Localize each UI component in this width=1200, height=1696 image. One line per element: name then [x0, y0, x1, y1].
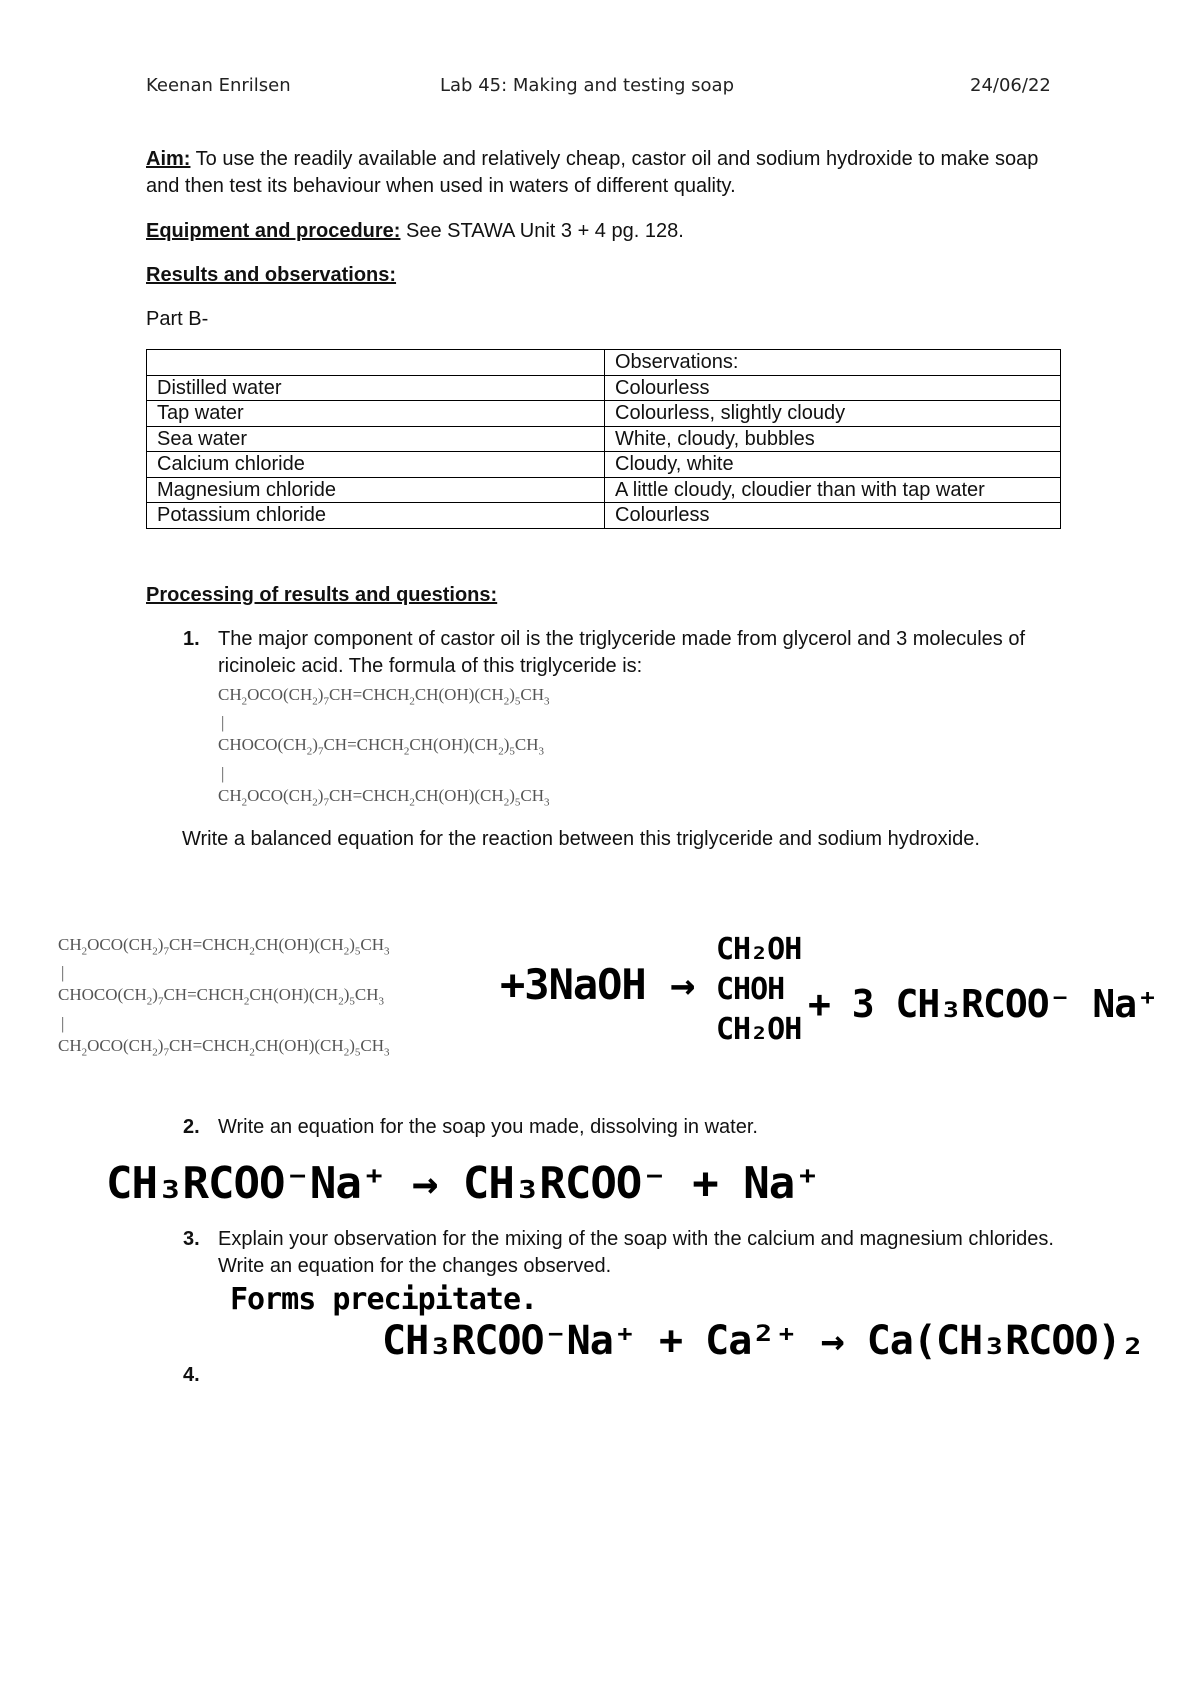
- question-3-text: Explain your observation for the mixing of the soap with the calcium and magnesium chlorides. Write an equation for the changes observed.: [218, 1228, 1054, 1277]
- equipment-text: See STAWA Unit 3 + 4 pg. 128.: [400, 220, 684, 242]
- results-heading: Results and observations:: [146, 264, 397, 286]
- answer-3-line-2: CH₃RCOO⁻Na⁺ + Ca²⁺ → Ca(CH₃RCOO)₂: [382, 1318, 1144, 1364]
- table-row: [147, 477, 1061, 503]
- table-row: [147, 426, 1061, 452]
- question-1-number: 1.: [183, 628, 200, 650]
- table-row: [147, 375, 1061, 401]
- table-cell-sample: Potassium chloride: [147, 503, 605, 529]
- equipment-paragraph: [146, 218, 1046, 245]
- answer-1-triglyceride-formula: $CH_2OCO(CH_2)_7CH=CHCH_2CH(OH)(CH_2)_5CH_3$ | $CHOCO(CH_2)_7CH=CHCH_2CH(OH)(CH_2)_5CH_3$ | $CH_2OCO(CH_2)_7CH=CHCH_2CH(OH)(CH_2)_5CH_3$: [58, 935, 390, 1059]
- answer-1-glycerol: [716, 930, 801, 1050]
- table-cell-observation: Colourless: [605, 503, 1061, 529]
- answer-1-reactant: +3NaOH →: [500, 960, 695, 1009]
- table-cell-sample: Tap water: [147, 401, 605, 427]
- equipment-label: Equipment and procedure:: [146, 220, 401, 242]
- table-header-row: [147, 350, 1061, 376]
- question-2-number: 2.: [183, 1116, 200, 1138]
- document-title: Lab 45: Making and testing soap: [440, 75, 734, 96]
- table-row: [147, 503, 1061, 529]
- triglyceride-formula: $CH_2OCO(CH_2)_7CH=CHCH_2CH(OH)(CH_2)_5CH_3$ | $CHOCO(CH_2)_7CH=CHCH_2CH(OH)(CH_2)_5CH_3$ | $CH_2OCO(CH_2)_7CH=CHCH_2CH(OH)(CH_2)_5CH_3$: [218, 685, 550, 809]
- observations-table: [146, 349, 1061, 529]
- answer-3-line-1: Forms precipitate.: [230, 1282, 538, 1317]
- table-header-cell: [147, 350, 605, 376]
- question-4-number: 4.: [183, 1364, 200, 1386]
- table-cell-observation: Cloudy, white: [605, 452, 1061, 478]
- table-cell-sample: Calcium chloride: [147, 452, 605, 478]
- question-1-prompt: Write a balanced equation for the reaction between this triglyceride and sodium hydroxide.: [182, 828, 980, 850]
- author-name: Keenan Enrilsen: [146, 75, 291, 96]
- table-cell-sample: Sea water: [147, 426, 605, 452]
- table-cell-observation: Colourless, slightly cloudy: [605, 401, 1061, 427]
- table-cell-sample: Magnesium chloride: [147, 477, 605, 503]
- question-1-text: The major component of castor oil is the triglyceride made from glycerol and 3 molecules of ricinoleic acid. The formula of this triglyceride is:: [218, 628, 1026, 677]
- aim-text: To use the readily available and relatively cheap, castor oil and sodium hydroxide to make soap and then test its behaviour when used in waters of different quality.: [146, 148, 1039, 197]
- table-cell-observation: White, cloudy, bubbles: [605, 426, 1061, 452]
- part-label: Part B-: [146, 308, 209, 330]
- aim-label: Aim:: [146, 148, 191, 170]
- table-header-cell: Observations:: [605, 350, 1061, 376]
- glycerol-line: CHOH: [716, 972, 785, 1007]
- table-cell-observation: Colourless: [605, 375, 1061, 401]
- document-date: 24/06/22: [970, 75, 1051, 96]
- question-3-number: 3.: [183, 1228, 200, 1250]
- table-row: [147, 452, 1061, 478]
- glycerol-line: CH₂OH: [716, 932, 802, 967]
- table-cell-sample: Distilled water: [147, 375, 605, 401]
- aim-paragraph: [146, 146, 1046, 200]
- table-cell-observation: A little cloudy, cloudier than with tap water: [605, 477, 1061, 503]
- glycerol-line: CH₂OH: [716, 1012, 802, 1047]
- table-row: [147, 401, 1061, 427]
- processing-heading: Processing of results and questions:: [146, 584, 498, 606]
- answer-2-equation: CH₃RCOO⁻Na⁺ → CH₃RCOO⁻ + Na⁺: [106, 1158, 820, 1209]
- answer-1-product: + 3 CH₃RCOO⁻ Na⁺: [808, 982, 1159, 1026]
- question-2-text: Write an equation for the soap you made, dissolving in water.: [218, 1116, 758, 1138]
